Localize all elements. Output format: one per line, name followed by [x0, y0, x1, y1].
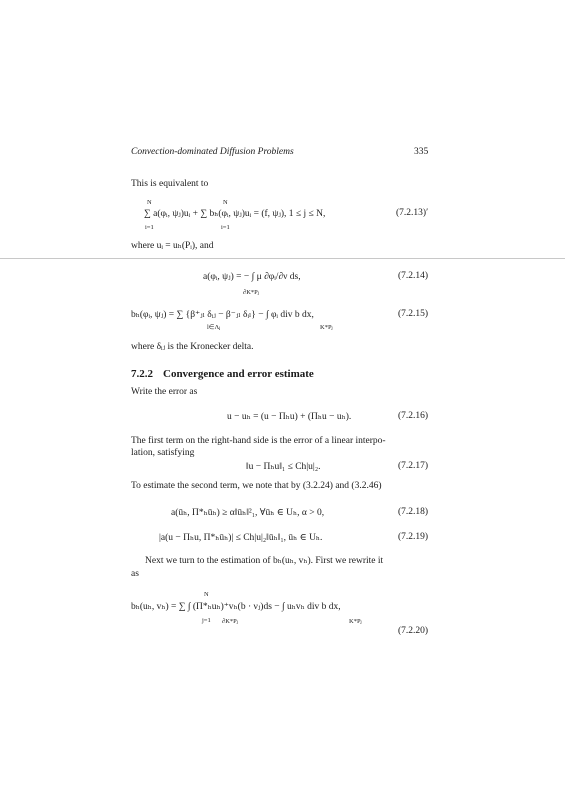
- integral-lower-limit: K*Pⱼ: [320, 324, 333, 331]
- where-text: where δᵢⱼ is the Kronecker delta.: [131, 342, 254, 352]
- sum-upper-limit: N: [223, 199, 228, 206]
- section-number: 7.2.2: [131, 368, 153, 380]
- intro-text: This is equivalent to: [131, 179, 209, 189]
- equation-7-2-17: ‖u − Πₕu‖₁ ≤ Ch|u|₂.: [246, 462, 321, 472]
- equation-7-2-13: ∑ a(φᵢ, ψⱼ)uᵢ + ∑ bₕ(φᵢ, ψⱼ)uᵢ = (f, ψⱼ), 1 ≤ j ≤ N,: [144, 209, 326, 219]
- sum-lower-limit: i=1: [145, 224, 154, 231]
- equation-number: (7.2.18): [398, 507, 429, 517]
- equation-7-2-19: |a(u − Πₕu, Π*ₕūₕ)| ≤ Ch|u|₂‖ūₕ‖₁, ūₕ ∈ Uₕ.: [159, 533, 323, 543]
- equation-7-2-16: u − uₕ = (u − Πₕu) + (Πₕu − uₕ).: [227, 412, 352, 422]
- where-text: where uᵢ = uₕ(Pᵢ), and: [131, 241, 214, 251]
- equation-number: (7.2.20): [398, 626, 429, 636]
- page-number: 335: [414, 147, 429, 157]
- integral-lower-limit: K*Pⱼ: [349, 618, 362, 625]
- sum-lower-limit: j=1: [202, 617, 211, 624]
- equation-number: (7.2.19): [398, 532, 429, 542]
- scan-fold-line: [0, 258, 565, 259]
- section-title: Convergence and error estimate: [163, 368, 314, 380]
- equation-7-2-20: bₕ(uₕ, vₕ) = ∑ ∫ (Π*ₕuₕ)⁺vₕ(b · νⱼ)ds − ∫ uₕvₕ div b dx,: [131, 602, 341, 612]
- equation-number: (7.2.16): [398, 411, 429, 421]
- body-text: as: [131, 569, 139, 579]
- section-heading: [131, 368, 314, 380]
- equation-7-2-15: bₕ(φᵢ, ψⱼ) = ∑ {β⁺ⱼₗ δᵢⱼ − β⁻ⱼₗ δᵢₗ} − ∫ φᵢ div b dx,: [131, 310, 314, 320]
- equation-number: (7.2.14): [398, 271, 429, 281]
- integral-lower-limit: ∂K*Pⱼ: [222, 618, 238, 625]
- body-text: The first term on the right-hand side is the error of a linear interpo-: [131, 436, 386, 446]
- sum-lower-limit: i=1: [221, 224, 230, 231]
- equation-number: (7.2.13)′: [396, 208, 429, 218]
- body-text: Next we turn to the estimation of bₕ(uₕ, vₕ). First we rewrite it: [145, 556, 384, 566]
- equation-number: (7.2.15): [398, 309, 429, 319]
- equation-number: (7.2.17): [398, 461, 429, 471]
- sum-upper-limit: N: [147, 199, 152, 206]
- body-text: To estimate the second term, we note that by (3.2.24) and (3.2.46): [131, 481, 382, 491]
- body-text: lation, satisfying: [131, 448, 195, 458]
- equation-7-2-18: a(ūₕ, Π*ₕūₕ) ≥ α‖ūₕ‖²₁, ∀ūₕ ∈ Uₕ, α > 0,: [171, 508, 325, 518]
- body-text: Write the error as: [131, 387, 198, 397]
- sum-upper-limit: N: [204, 591, 209, 598]
- equation-7-2-14: a(φᵢ, ψⱼ) = − ∫ μ ∂φᵢ/∂ν ds,: [203, 272, 301, 282]
- sum-lower-limit: l∈Λⱼ: [207, 324, 221, 331]
- integral-lower-limit: ∂K*Pⱼ: [243, 289, 259, 296]
- running-title: Convection-dominated Diffusion Problems: [131, 147, 294, 157]
